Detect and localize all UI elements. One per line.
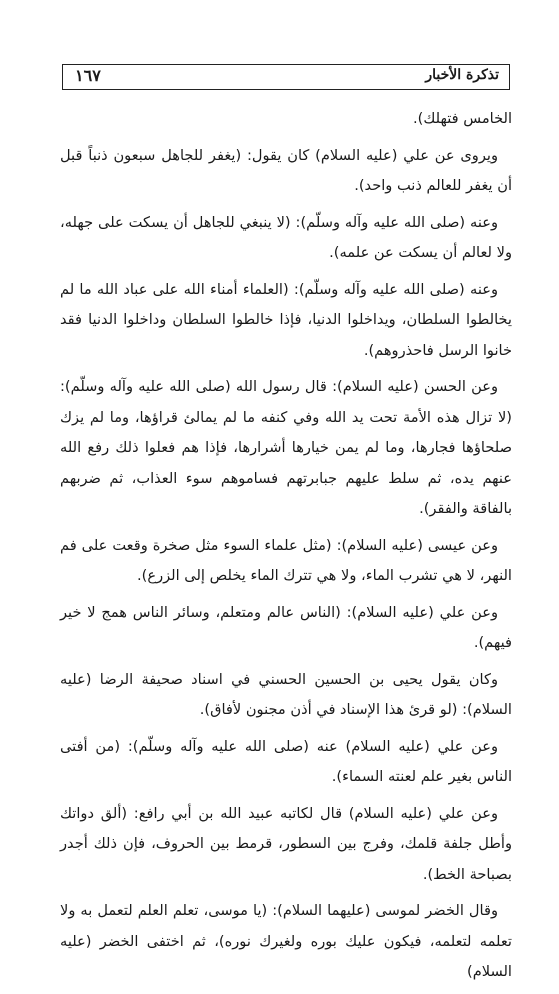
paragraph: وعن عيسى (عليه السلام): (مثل علماء السوء مثل صخرة وقعت على فم النهر، لا هي تشرب الماء، ولا هي تترك الماء يخلص إلى الزرع). — [60, 536, 512, 584]
paragraph: وعن علي (عليه السلام) قال لكاتبه عبيد الله بن أبي رافع: (ألق دواتك وأطل جلفة قلمك، وفرج بين السطور، قرمط بين الحروف، فإن ذلك أجدر بصباحة الخط). — [60, 804, 512, 883]
paragraph: الخامس فتهلك). — [413, 110, 512, 127]
paragraph: وعنه (صلى الله عليه وآله وسلّم): (لا ينبغي للجاهل أن يسكت على جهله، ولا لعالم أن يسكت عن علمه). — [60, 213, 512, 261]
running-title: تذكرة الأخبار — [425, 67, 499, 83]
paragraph: وعن الحسن (عليه السلام): قال رسول الله (صلى الله عليه وآله وسلّم): (لا تزال هذه الأمة تحت يد الله وفي كنفه ما لم يمالئ قراؤها، وما لم يزك صلحاؤها فجارها، وما لم يمن خيارها أشرارها، فإذا هم فعلوا ذلك رفع الله عنهم يده، ثم سلط عليهم جبابرتهم فساموهم سوء العذاب، ثم ضربهم بالفاقة والفقر). — [60, 378, 512, 517]
running-header — [62, 64, 510, 90]
page-number: ١٦٧ — [75, 66, 101, 85]
paragraph: وعن علي (عليه السلام): (الناس عالم ومتعلم، وسائر الناس همج لا خير فيهم). — [60, 603, 512, 651]
paragraph: وعن علي (عليه السلام) عنه (صلى الله عليه وآله وسلّم): (من أفتى الناس بغير علم لعنته السماء). — [60, 737, 512, 785]
paragraph: وعنه (صلى الله عليه وآله وسلّم): (العلماء أمناء الله على عباد الله ما لم يخالطوا السلطان، ويداخلوا الدنيا، فإذا خالطوا السلطان وداخلوا الدنيا فقد خانوا الرسل فاحذروهم). — [60, 280, 512, 359]
paragraph: وقال الخضر لموسى (عليهما السلام): (يا موسى، تعلم العلم لتعمل به ولا تعلمه لتعلمه، فيكون عليك بوره ولغيرك نوره)، ثم اختفى الخضر (عليه السلام) — [60, 902, 512, 980]
paragraph: ويروى عن علي (عليه السلام) كان يقول: (يغفر للجاهل سبعون ذنباً قبل أن يغفر للعالم ذنب واحد). — [60, 146, 512, 194]
paragraph: وكان يقول يحيى بن الحسين الحسني في اسناد صحيفة الرضا (عليه السلام): (لو قرئ هذا الإسناد في أذن مجنون لأفاق). — [60, 670, 512, 718]
body-text — [60, 104, 512, 994]
